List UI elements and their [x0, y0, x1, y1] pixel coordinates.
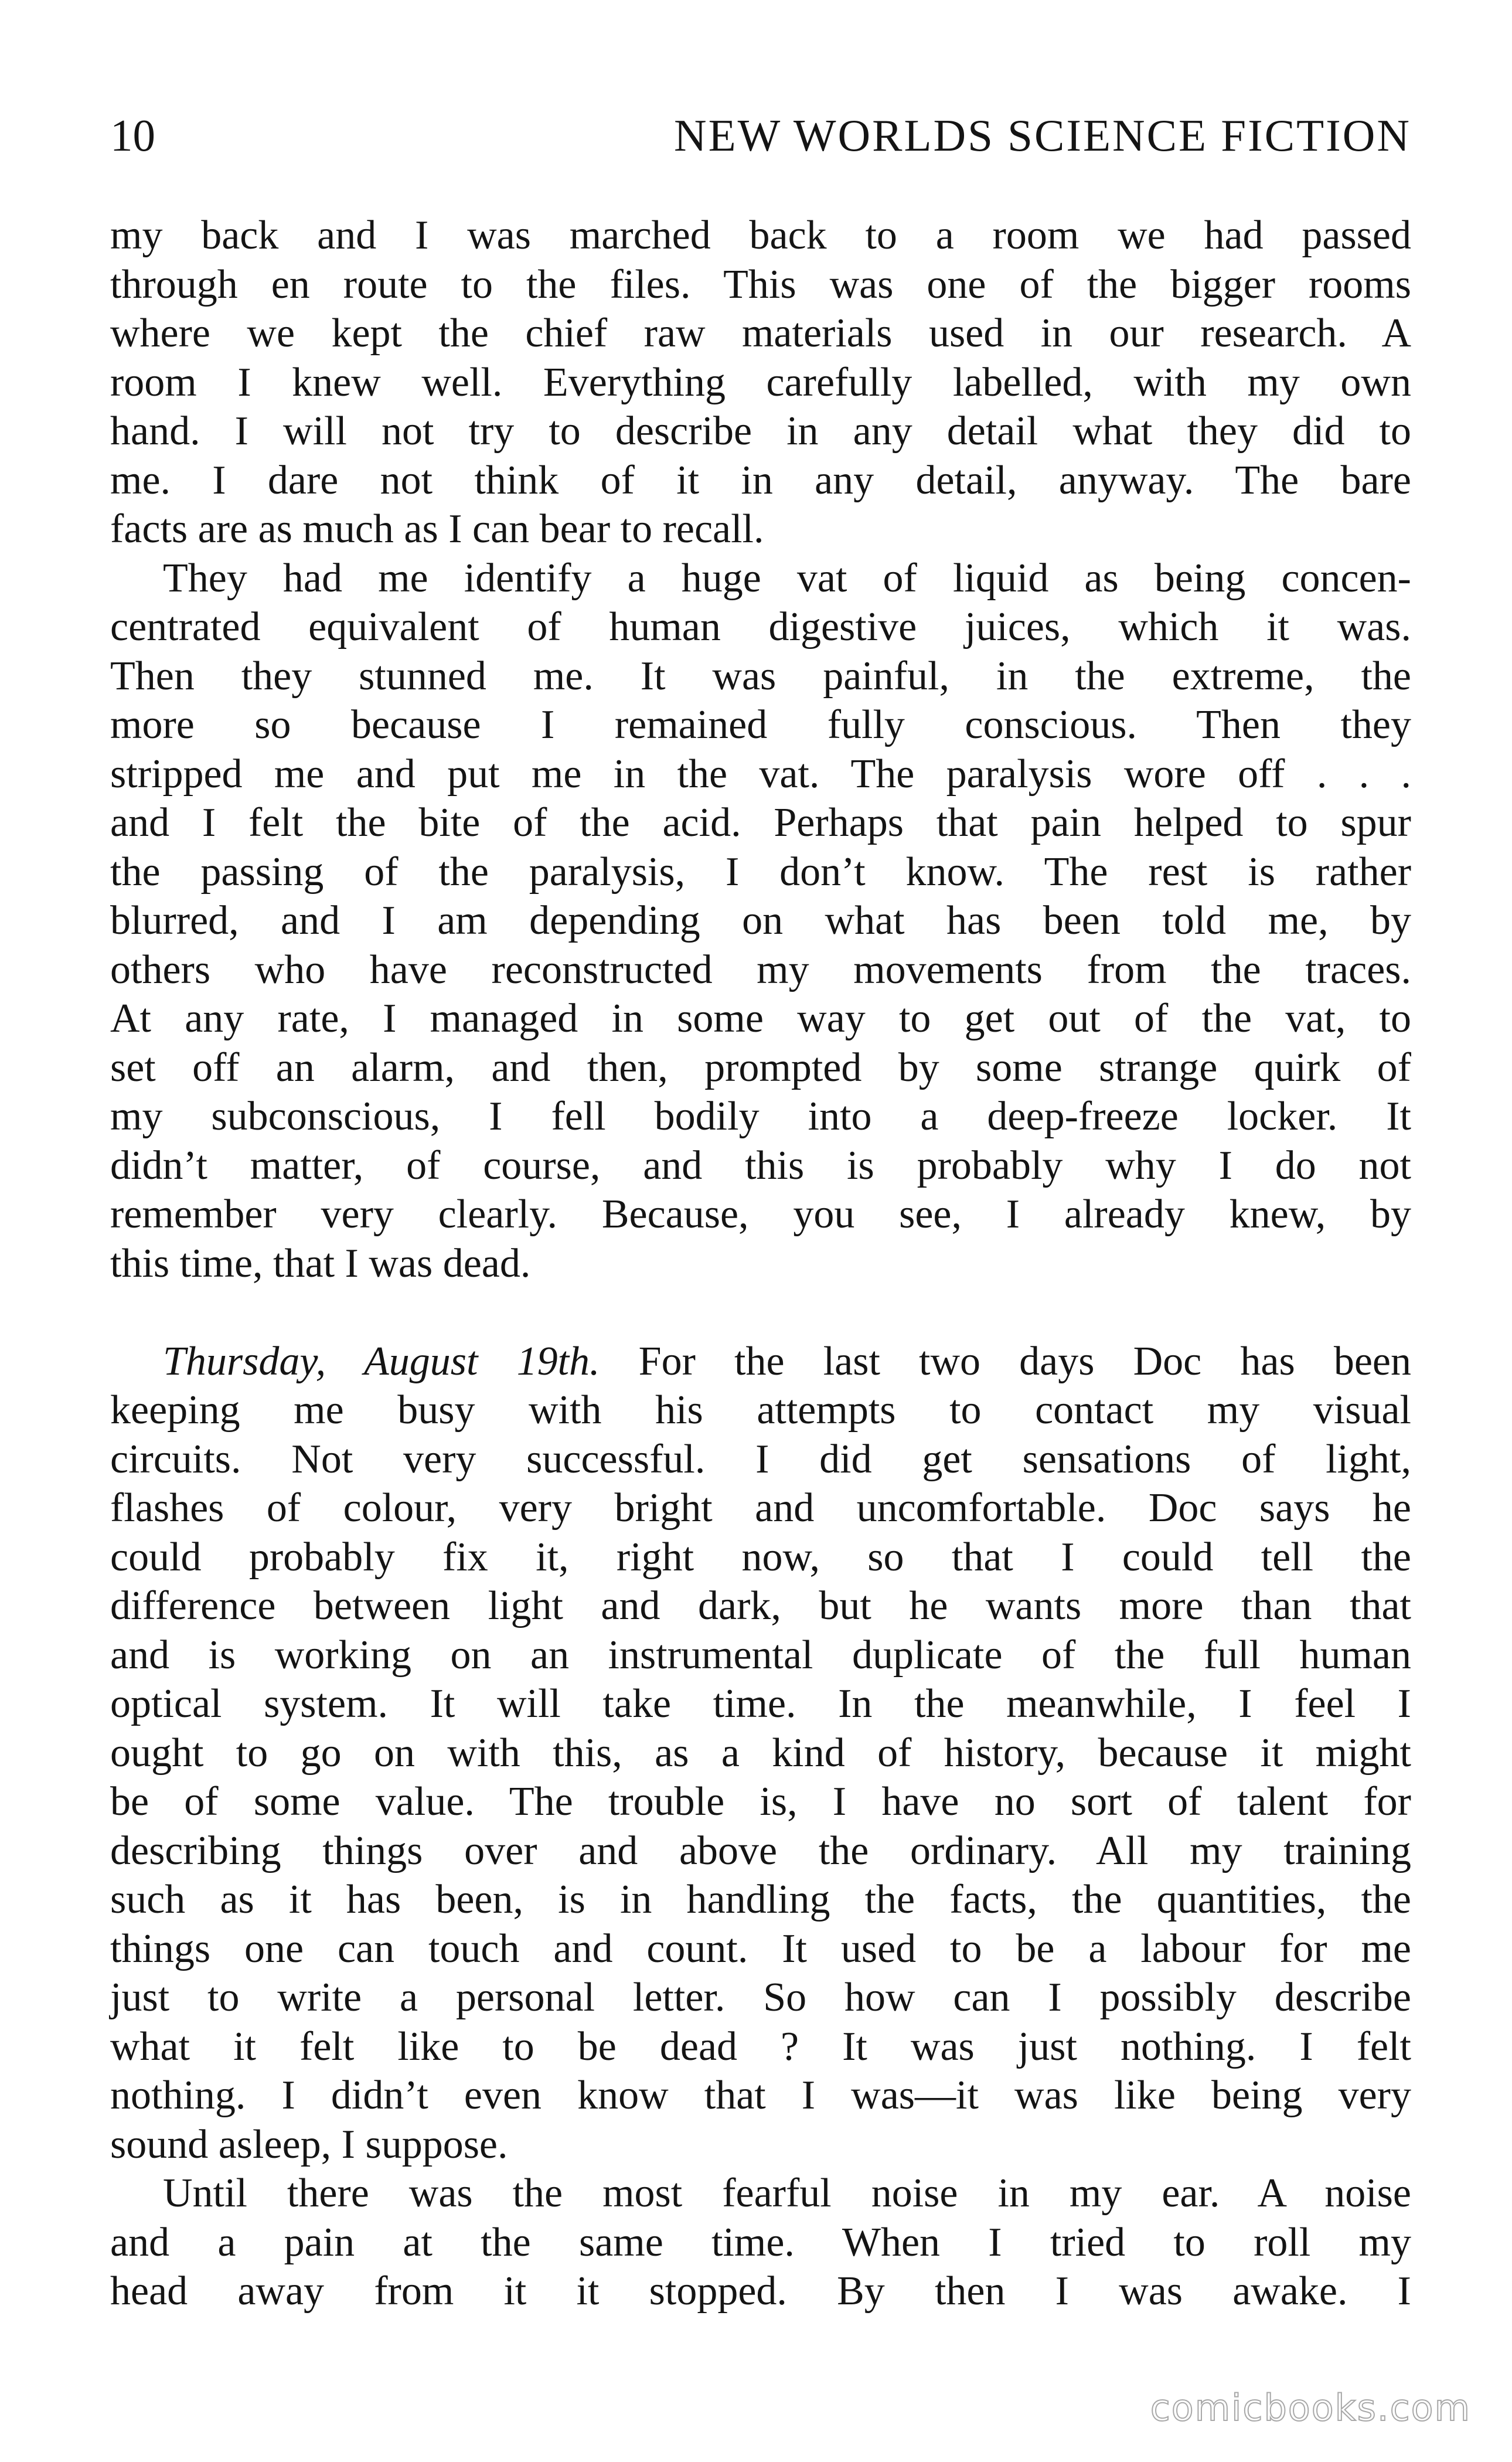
- text-line: ought to go on with this, as a kind of history, because it might: [110, 1730, 1411, 1776]
- publication-title: NEW WORLDS SCIENCE FICTION: [674, 110, 1411, 161]
- body-text: [110, 211, 1411, 2316]
- text-line: sound asleep, I suppose.: [110, 2121, 508, 2167]
- text-line: head away from it it stopped. By then I was awake. I: [110, 2269, 1411, 2314]
- running-head: [110, 109, 1411, 162]
- text-line: optical system. It will take time. In the meanwhile, I feel I: [110, 1681, 1411, 1726]
- text-line: and is working on an instrumental duplicate of the full human: [110, 1632, 1411, 1678]
- text-line: my subconscious, I fell bodily into a deep-freeze locker. It: [110, 1094, 1411, 1139]
- section-break: [110, 1288, 1411, 1337]
- journal-entry: [110, 1337, 1411, 2169]
- text-line: what it felt like to be dead ? It was just nothing. I felt: [110, 2024, 1411, 2069]
- text-line: where we kept the chief raw materials used in our research. A: [110, 311, 1411, 356]
- text-line: [110, 1337, 1411, 1386]
- paragraph: [110, 554, 1411, 1288]
- text-line: this time, that I was dead.: [110, 1240, 531, 1286]
- page-number: 10: [110, 110, 155, 161]
- text-line: such as it has been, is in handling the facts, the quantities, the: [110, 1877, 1411, 1922]
- text-line: hand. I will not try to describe in any detail what they did to: [110, 409, 1411, 454]
- text-line: things one can touch and count. It used to be a labour for me: [110, 1926, 1411, 1971]
- text-line: be of some value. The trouble is, I have no sort of talent for: [110, 1779, 1411, 1824]
- text-line: didn’t matter, of course, and this is probably why I do not: [110, 1142, 1411, 1188]
- text-line: keeping me busy with his attempts to contact my visual: [110, 1388, 1411, 1433]
- entry-date: Thursday, August 19th.: [163, 1338, 600, 1384]
- text-line: others who have reconstructed my movements from the traces.: [110, 947, 1411, 992]
- text-line: set off an alarm, and then, prompted by some strange quirk of: [110, 1045, 1411, 1090]
- text-line: nothing. I didn’t even know that I was—it was like being very: [110, 2073, 1411, 2118]
- text-line: and a pain at the same time. When I tried to roll my: [110, 2219, 1411, 2265]
- paragraph: [110, 2169, 1411, 2316]
- text-line: They had me identify a huge vat of liquid as being concen-: [163, 555, 1411, 601]
- text-line: and I felt the bite of the acid. Perhaps that pain helped to spur: [110, 800, 1411, 845]
- text-line: the passing of the paralysis, I don’t know. The rest is rather: [110, 849, 1411, 895]
- text-line: room I knew well. Everything carefully labelled, with my own: [110, 359, 1411, 405]
- text-line: At any rate, I managed in some way to get out of the vat, to: [110, 996, 1411, 1041]
- book-page: [110, 0, 1411, 2462]
- text-line: describing things over and above the ordinary. All my training: [110, 1828, 1411, 1873]
- text-line: stripped me and put me in the vat. The paralysis wore off . . .: [110, 751, 1411, 797]
- text-line: circuits. Not very successful. I did get sensations of light,: [110, 1436, 1411, 1482]
- text-line: Then they stunned me. It was painful, in the extreme, the: [110, 653, 1411, 699]
- text-line: me. I dare not think of it in any detail, anyway. The bare: [110, 457, 1411, 503]
- text-line: just to write a personal letter. So how can I possibly describe: [110, 1975, 1411, 2020]
- text-line: difference between light and dark, but he wants more than that: [110, 1583, 1411, 1628]
- text-line: flashes of colour, very bright and uncomfortable. Doc says he: [110, 1485, 1411, 1531]
- text-line: Until there was the most fearful noise in my ear. A noise: [163, 2171, 1411, 2216]
- text-line: facts are as much as I can bear to recall.: [110, 506, 764, 552]
- watermark: comicbooks.com: [1150, 2386, 1471, 2429]
- text-line: my back and I was marched back to a room we had passed: [110, 213, 1411, 258]
- text-line: through en route to the files. This was one of the bigger rooms: [110, 261, 1411, 307]
- text-line: blurred, and I am depending on what has been told me, by: [110, 898, 1411, 943]
- paragraph: [110, 211, 1411, 554]
- text-line: centrated equivalent of human digestive juices, which it was.: [110, 604, 1411, 649]
- text-line: could probably fix it, right now, so that I could tell the: [110, 1534, 1411, 1580]
- text-line: more so because I remained fully conscious. Then they: [110, 702, 1411, 747]
- text-run: For the last two days Doc has been: [600, 1338, 1411, 1384]
- text-line: remember very clearly. Because, you see, I already knew, by: [110, 1192, 1411, 1237]
